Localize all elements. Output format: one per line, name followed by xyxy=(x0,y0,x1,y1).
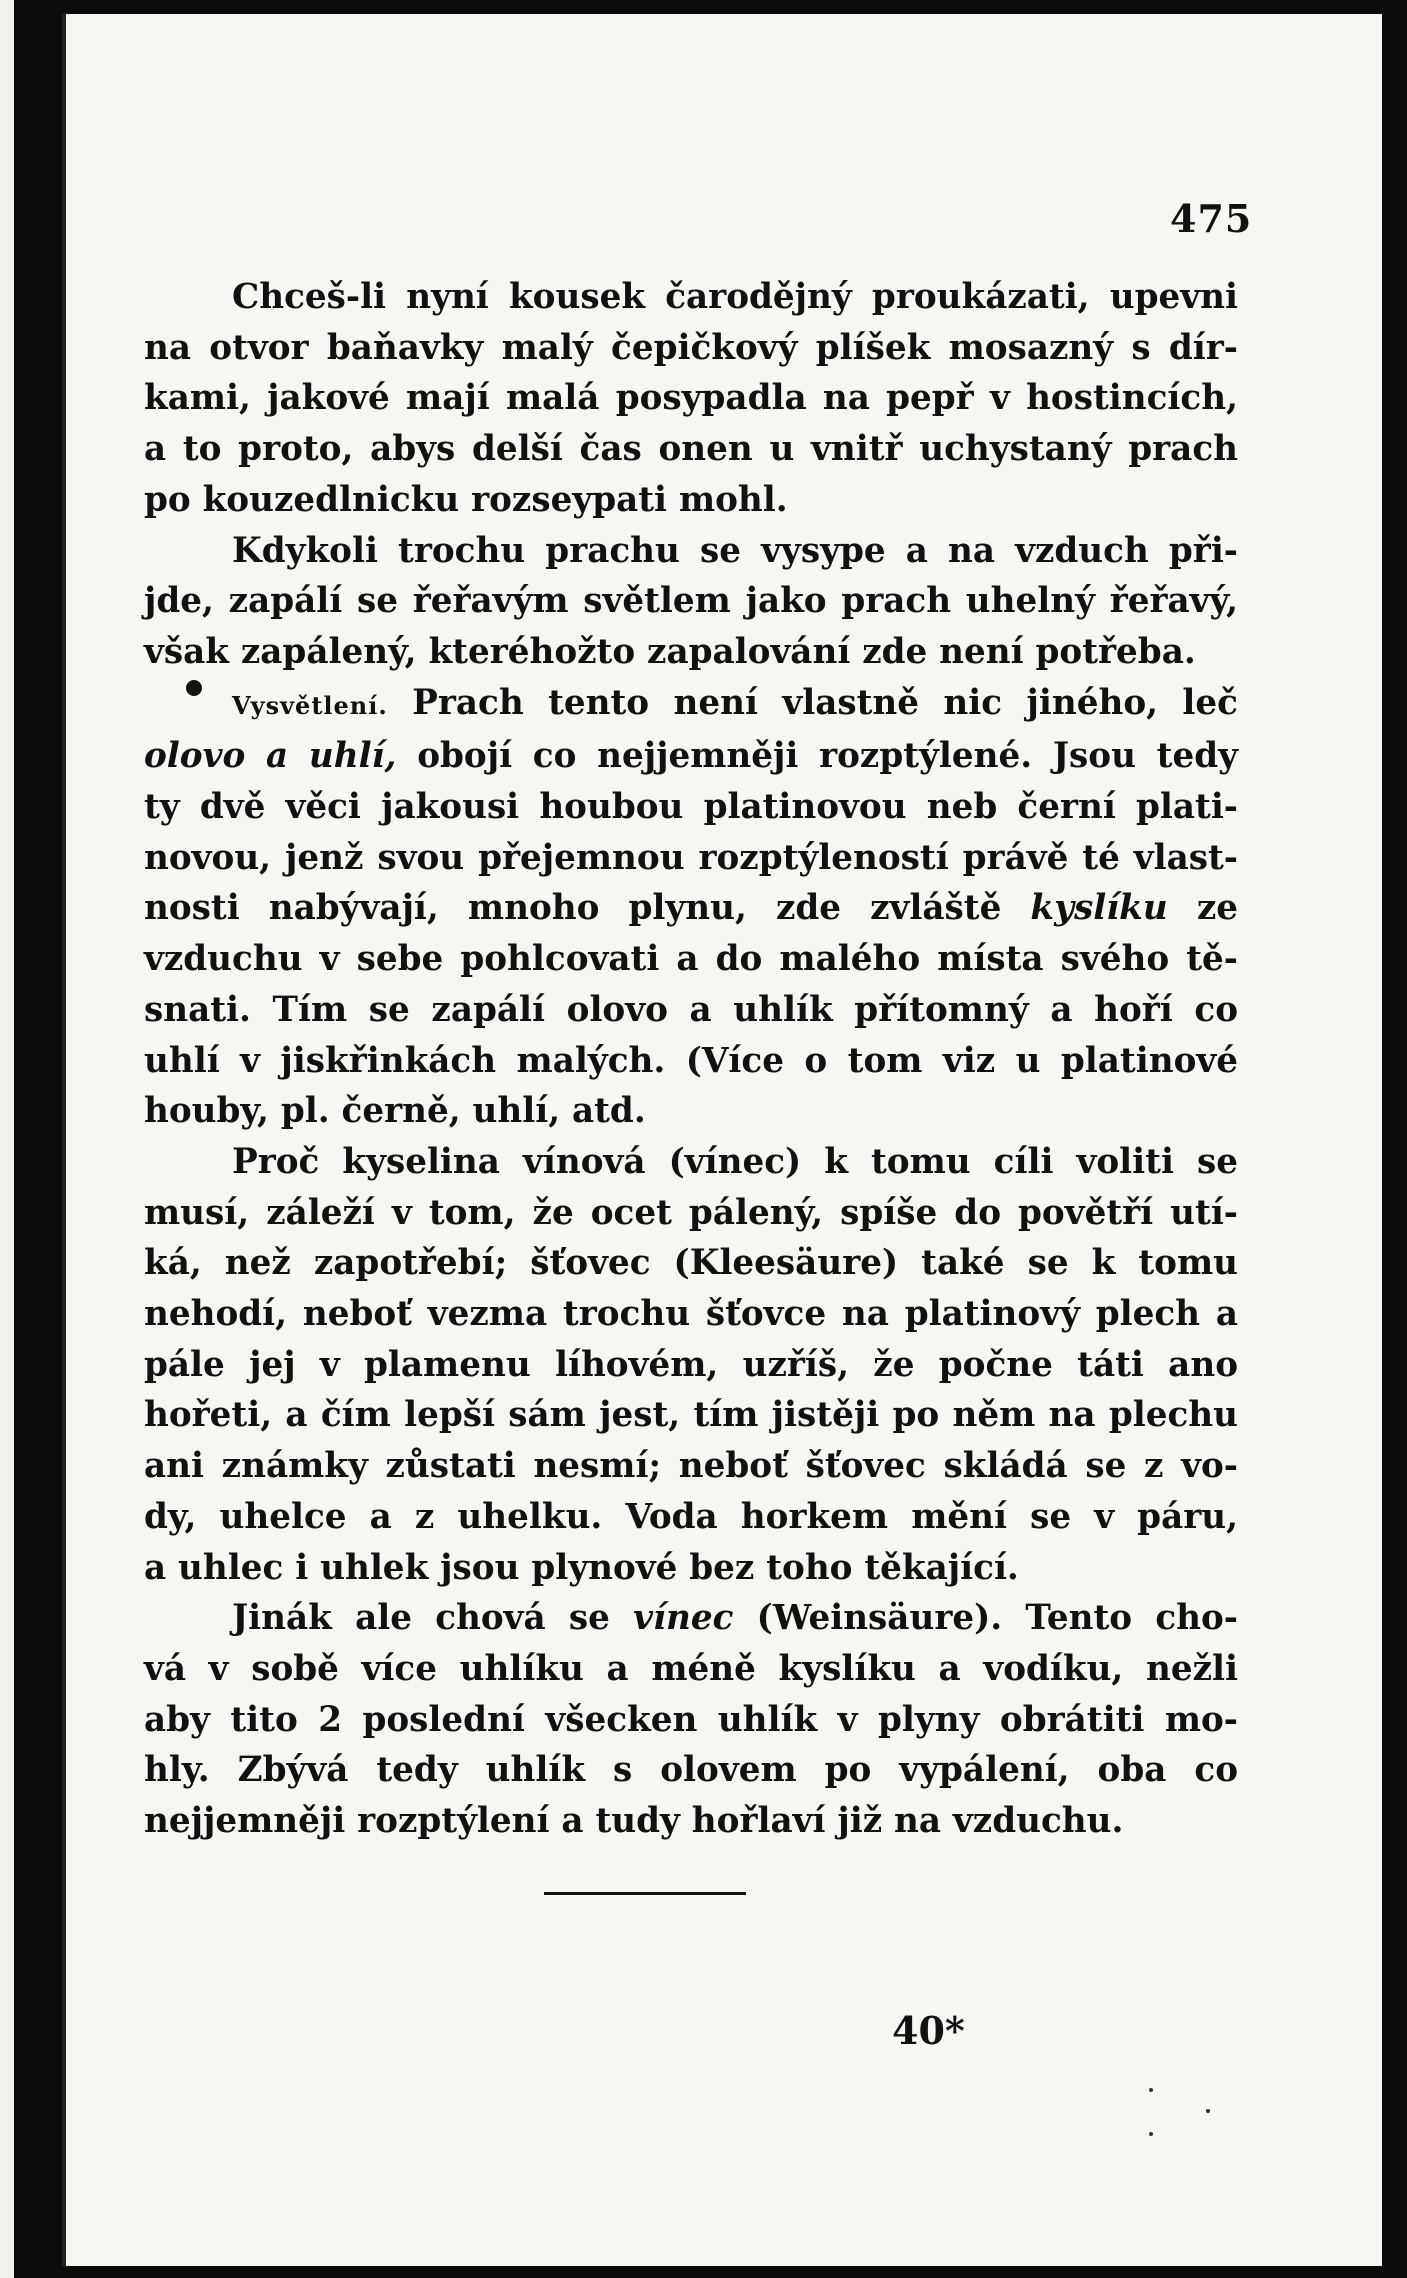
italic-term: vínec xyxy=(633,1598,734,1639)
text-line: dy, uhelce a z uhelku. Voda horkem mění se v páru, xyxy=(144,1496,1238,1537)
text-line: a uhlec i uhlek jsou plynové bez toho těkající. xyxy=(144,1547,1019,1588)
italic-term: kyslíku xyxy=(1030,888,1168,929)
speck xyxy=(1149,2088,1153,2092)
signature-mark: 40* xyxy=(892,2008,965,2053)
text-line: ty dvě věci jakousi houbou platinovou neb černí plati- xyxy=(144,787,1238,828)
speck xyxy=(1149,2132,1153,2136)
adjacent-page-edge xyxy=(0,0,14,2278)
book-page xyxy=(62,14,1382,2266)
text-line: olovo a uhlí, obojí co nejjemněji rozptýlené. Jsou tedy xyxy=(144,736,1238,777)
text-line: pále jej v plamenu líhovém, uzříš, že počne táti ano xyxy=(144,1344,1238,1385)
text-line: jde, zapálí se řeřavým světlem jako prach uhelný řeřavý, xyxy=(144,581,1238,622)
text-line: Vysvětlení. Prach tento není vlastně nic jiného, leč xyxy=(232,682,1238,723)
text-line: kami, jakové mají malá posypadla na pepř v hostincích, xyxy=(144,378,1238,419)
speck xyxy=(1206,2109,1210,2113)
text-line: novou, jenž svou přejemnou rozptýleností právě té vlast- xyxy=(144,837,1238,878)
text-line: Kdykoli trochu prachu se vysype a na vzduch při- xyxy=(232,530,1238,571)
explanation-heading: Vysvětlení. xyxy=(232,690,388,720)
section-divider xyxy=(544,1892,746,1895)
text-line: aby tito 2 poslední všecken uhlík v plyny obrátiti mo- xyxy=(144,1699,1238,1740)
text-line: nehodí, neboť vezma trochu šťovce na platinový plech a xyxy=(144,1294,1238,1335)
text-line: uhlí v jiskřinkách malých. (Více o tom viz u platinové xyxy=(144,1040,1238,1081)
text-line: hly. Zbývá tedy uhlík s olovem po vypálení, oba co xyxy=(144,1750,1238,1791)
page-number: 475 xyxy=(1170,196,1253,241)
text-line: snati. Tím se zapálí olovo a uhlík přítomný a hoří co xyxy=(144,989,1238,1030)
text-line: ká, než zapotřebí; šťovec (Kleesäure) také se k tomu xyxy=(144,1243,1238,1284)
text-line: Jinák ale chová se vínec (Weinsäure). Tento cho- xyxy=(232,1598,1238,1639)
text-line: nosti nabývají, mnoho plynu, zde zvláště kyslíku ze xyxy=(144,888,1238,929)
text-line: po kouzedlnicku rozseypati mohl. xyxy=(144,479,788,520)
text-line: Chceš-li nyní kousek čarodějný proukázati, upevni xyxy=(232,277,1238,317)
text-line: nejjemněji rozptýlení a tudy hořlaví již na vzduchu. xyxy=(144,1801,1124,1842)
text-line: a to proto, abys delší čas onen u vnitř uchystaný prach xyxy=(144,429,1238,470)
text-line: Proč kyselina vínová (vínec) k tomu cíli voliti se xyxy=(232,1141,1238,1182)
text-line: hořeti, a čím lepší sám jest, tím jistěji po něm na plechu xyxy=(144,1395,1238,1436)
text-line: na otvor baňavky malý čepičkový plíšek mosazný s dír- xyxy=(144,327,1238,368)
text-line: ani známky zůstati nesmí; neboť šťovec skládá se z vo- xyxy=(144,1446,1238,1487)
text-line: vá v sobě více uhlíku a méně kyslíku a vodíku, nežli xyxy=(144,1648,1238,1689)
text-line: však zapálený, kteréhožto zapalování zde není potřeba. xyxy=(144,631,1196,672)
italic-term: olovo a uhlí, xyxy=(144,736,397,777)
text-line: houby, pl. černě, uhlí, atd. xyxy=(144,1091,646,1132)
body-text xyxy=(144,272,1238,1847)
text-line: vzduchu v sebe pohlcovati a do malého místa svého tě- xyxy=(144,939,1238,980)
text-line: musí, záleží v tom, že ocet pálený, spíše do povětří utí- xyxy=(144,1192,1238,1233)
